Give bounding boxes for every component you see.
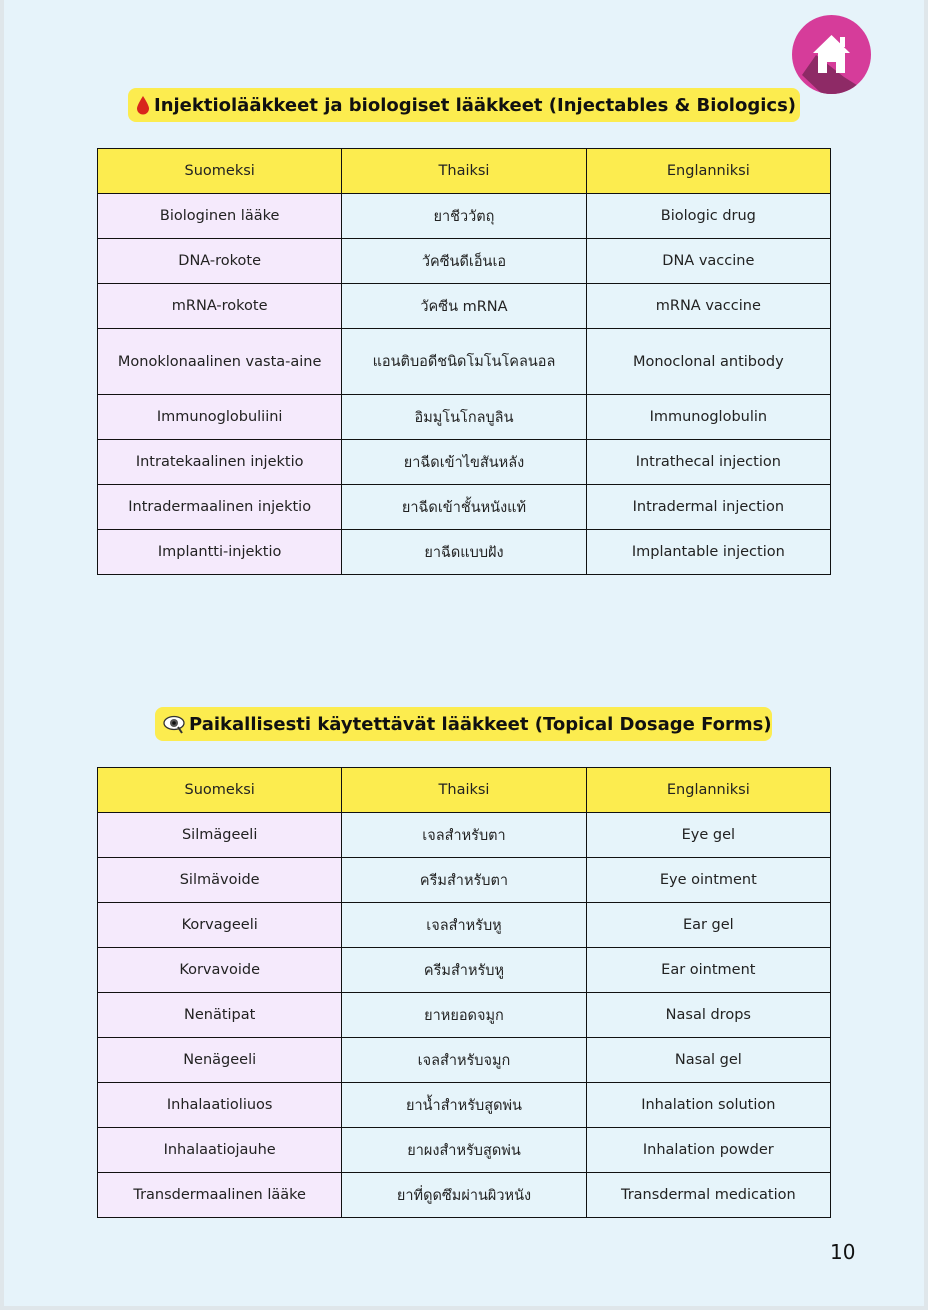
table-row — [98, 948, 831, 993]
finnish-cell: Intradermaalinen injektio — [98, 485, 342, 530]
english-cell: DNA vaccine — [586, 239, 830, 284]
finnish-cell: DNA-rokote — [98, 239, 342, 284]
english-cell: Inhalation powder — [586, 1128, 830, 1173]
thai-cell: วัคซีนดีเอ็นเอ — [342, 239, 586, 284]
table-row — [98, 1128, 831, 1173]
finnish-cell: mRNA-rokote — [98, 284, 342, 329]
topical-table — [97, 767, 831, 1218]
page-number: 10 — [830, 1240, 856, 1264]
english-cell: Intrathecal injection — [586, 440, 830, 485]
column-header: Suomeksi — [98, 149, 342, 194]
blood-drop-icon — [136, 95, 150, 115]
thai-cell: ยาหยอดจมูก — [342, 993, 586, 1038]
table-row — [98, 239, 831, 284]
thai-cell: ยาชีววัตถุ — [342, 194, 586, 239]
thai-cell: เจลสำหรับตา — [342, 813, 586, 858]
column-header: Englanniksi — [586, 768, 830, 813]
english-cell: mRNA vaccine — [586, 284, 830, 329]
table-row — [98, 1038, 831, 1083]
finnish-cell: Korvageeli — [98, 903, 342, 948]
table-row — [98, 1173, 831, 1218]
english-cell: Immunoglobulin — [586, 395, 830, 440]
finnish-cell: Nenätipat — [98, 993, 342, 1038]
table-row — [98, 530, 831, 575]
finnish-cell: Inhalaatiojauhe — [98, 1128, 342, 1173]
finnish-cell: Immunoglobuliini — [98, 395, 342, 440]
finnish-cell: Transdermaalinen lääke — [98, 1173, 342, 1218]
finnish-cell: Silmägeeli — [98, 813, 342, 858]
thai-cell: แอนติบอดีชนิดโมโนโคลนอล — [342, 329, 586, 395]
table-row — [98, 903, 831, 948]
thai-cell: ยาฉีดเข้าไขสันหลัง — [342, 440, 586, 485]
thai-cell: ครีมสำหรับตา — [342, 858, 586, 903]
thai-cell: วัคซีน mRNA — [342, 284, 586, 329]
table-row — [98, 813, 831, 858]
table-row — [98, 329, 831, 395]
column-header: Thaiksi — [342, 768, 586, 813]
table-row — [98, 440, 831, 485]
english-cell: Ear gel — [586, 903, 830, 948]
thai-cell: ยาผงสำหรับสูดพ่น — [342, 1128, 586, 1173]
table-row — [98, 485, 831, 530]
finnish-cell: Implantti-injektio — [98, 530, 342, 575]
thai-cell: ยาฉีดเข้าชั้นหนังแท้ — [342, 485, 586, 530]
section-title-text: Paikallisesti käytettävät lääkkeet (Topical Dosage Forms) — [189, 713, 772, 735]
thai-cell: ยาฉีดแบบฝัง — [342, 530, 586, 575]
english-cell: Implantable injection — [586, 530, 830, 575]
injectables-table — [97, 148, 831, 575]
english-cell: Intradermal injection — [586, 485, 830, 530]
section-title-injectables — [128, 88, 800, 122]
finnish-cell: Intratekaalinen injektio — [98, 440, 342, 485]
english-cell: Nasal gel — [586, 1038, 830, 1083]
table-row — [98, 993, 831, 1038]
english-cell: Eye gel — [586, 813, 830, 858]
table-row — [98, 284, 831, 329]
english-cell: Biologic drug — [586, 194, 830, 239]
home-icon — [792, 15, 871, 94]
thai-cell: ครีมสำหรับหู — [342, 948, 586, 993]
table-row — [98, 858, 831, 903]
column-header: Englanniksi — [586, 149, 830, 194]
column-header: Thaiksi — [342, 149, 586, 194]
section-title-topical — [155, 707, 772, 741]
finnish-cell: Silmävoide — [98, 858, 342, 903]
english-cell: Inhalation solution — [586, 1083, 830, 1128]
finnish-cell: Nenägeeli — [98, 1038, 342, 1083]
english-cell: Eye ointment — [586, 858, 830, 903]
table-row — [98, 1083, 831, 1128]
english-cell: Nasal drops — [586, 993, 830, 1038]
section-title-text: Injektiolääkkeet ja biologiset lääkkeet (Injectables & Biologics) — [154, 94, 797, 116]
eye-icon — [163, 714, 185, 734]
finnish-cell: Inhalaatioliuos — [98, 1083, 342, 1128]
thai-cell: เจลสำหรับหู — [342, 903, 586, 948]
column-header: Suomeksi — [98, 768, 342, 813]
english-cell: Monoclonal antibody — [586, 329, 830, 395]
finnish-cell: Monoklonaalinen vasta-aine — [98, 329, 342, 395]
english-cell: Ear ointment — [586, 948, 830, 993]
thai-cell: เจลสำหรับจมูก — [342, 1038, 586, 1083]
thai-cell: อิมมูโนโกลบูลิน — [342, 395, 586, 440]
table-row — [98, 194, 831, 239]
finnish-cell: Korvavoide — [98, 948, 342, 993]
thai-cell: ยาน้ำสำหรับสูดพ่น — [342, 1083, 586, 1128]
thai-cell: ยาที่ดูดซึมผ่านผิวหนัง — [342, 1173, 586, 1218]
english-cell: Transdermal medication — [586, 1173, 830, 1218]
home-button[interactable] — [792, 15, 871, 94]
table-row — [98, 395, 831, 440]
finnish-cell: Biologinen lääke — [98, 194, 342, 239]
